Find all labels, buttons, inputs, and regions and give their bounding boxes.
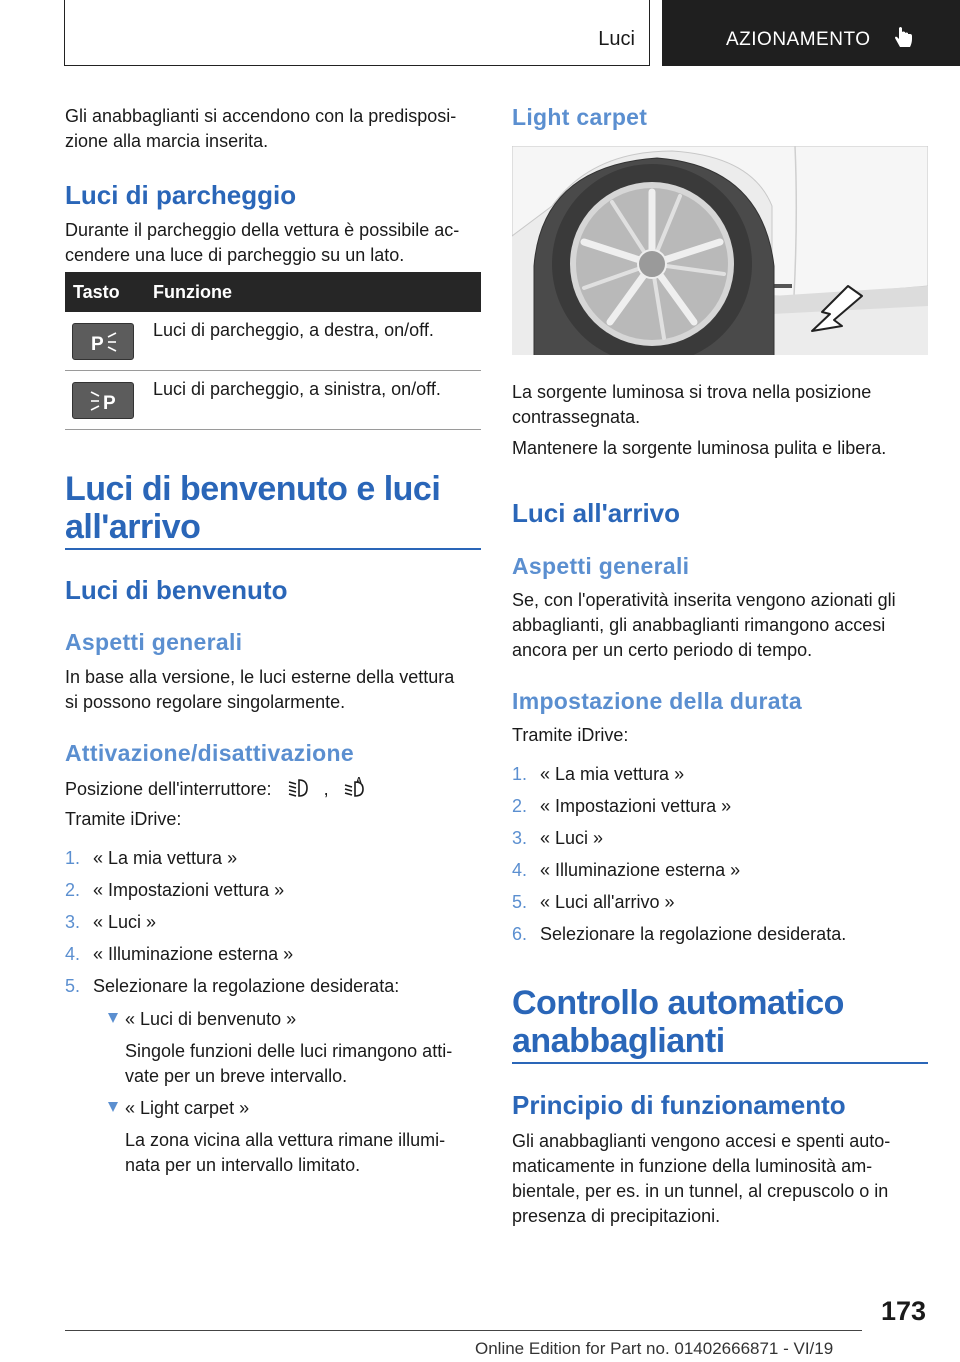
list-text: « Luci » bbox=[93, 912, 157, 932]
arrival-general-heading: Aspetti generali bbox=[512, 553, 690, 579]
via-idrive-label: Tramite iDrive: bbox=[65, 809, 182, 829]
via-idrive-label: Tramite iDrive: bbox=[512, 725, 629, 745]
svg-text:P: P bbox=[91, 334, 104, 355]
table-row bbox=[65, 312, 481, 371]
switch-position-label: Posizione dell'interruttore: bbox=[65, 779, 272, 799]
activation-heading: Attivazione/disattivazione bbox=[65, 740, 354, 766]
duration-heading: Impostazione della durata bbox=[512, 688, 802, 714]
list-text: Selezionare la regolazione desiderata. bbox=[540, 924, 847, 944]
separator-comma: , bbox=[323, 779, 329, 799]
list-number: 3. bbox=[512, 828, 528, 848]
general-aspects-heading: Aspetti generali bbox=[65, 629, 243, 655]
switch-position-line bbox=[65, 776, 368, 802]
list-number: 3. bbox=[65, 912, 81, 932]
light-carpet-text: La sorgente luminosa si trova nella posizione contrassegnata. bbox=[512, 382, 872, 427]
table-header bbox=[65, 272, 481, 312]
header-chapter-tab bbox=[662, 0, 960, 66]
table-cell-function: Luci di parcheggio, a destra, on/off. bbox=[153, 320, 434, 340]
list-text: « Impostazioni vettura » bbox=[540, 796, 732, 816]
page-number: 173 bbox=[880, 1296, 926, 1326]
table-cell-function: Luci di parcheggio, a sinistra, on/off. bbox=[153, 379, 441, 399]
svg-text:A: A bbox=[355, 776, 362, 785]
low-beam-icon bbox=[287, 776, 313, 800]
principle-text: Gli anabbaglianti vengono accesi e spenti auto- maticamente in funzione della luminosità am- bientale, per es. in un tunnel, al crepuscolo o in presenza di precipitazioni. bbox=[512, 1131, 891, 1226]
table-header-function: Funzione bbox=[153, 282, 232, 302]
bullet-description: Singole funzioni delle luci rimangono atti- vate per un breve intervallo. bbox=[125, 1041, 453, 1086]
list-number: 4. bbox=[65, 944, 81, 964]
section-divider bbox=[65, 548, 481, 550]
welcome-lights-heading: Luci di benvenuto bbox=[65, 575, 288, 605]
parking-lights-heading: Luci di parcheggio bbox=[65, 180, 297, 210]
auto-control-heading: Controllo automatico anabbaglianti bbox=[512, 984, 844, 1060]
light-carpet-maintenance-text: Mantenere la sorgente luminosa pulita e libera. bbox=[512, 438, 887, 458]
parking-light-left-button bbox=[72, 382, 134, 419]
bullet-label: « Luci di benvenuto » bbox=[125, 1009, 297, 1029]
bullet-label: « Light carpet » bbox=[125, 1098, 250, 1118]
parking-light-right-button bbox=[72, 323, 134, 360]
list-number: 1. bbox=[65, 848, 81, 868]
list-text: « Illuminazione esterna » bbox=[540, 860, 741, 880]
table-row bbox=[65, 371, 481, 430]
header-section-box bbox=[64, 0, 650, 66]
welcome-arrival-heading: Luci di benvenuto e luci all'arrivo bbox=[65, 470, 441, 546]
list-number: 5. bbox=[512, 892, 528, 912]
list-text: « Impostazioni vettura » bbox=[93, 880, 285, 900]
list-text: « La mia vettura » bbox=[540, 764, 685, 784]
parking-light-right-icon bbox=[73, 324, 135, 361]
parking-light-left-icon bbox=[73, 383, 135, 420]
bullet-description: La zona vicina alla vettura rimane illumi- nata per un intervallo limitato. bbox=[125, 1130, 446, 1175]
svg-text:P: P bbox=[103, 393, 116, 414]
intro-paragraph: Gli anabbaglianti si accendono con la predisposi- zione alla marcia inserita. bbox=[65, 106, 457, 151]
list-number: 6. bbox=[512, 924, 528, 944]
list-text: « Illuminazione esterna » bbox=[93, 944, 294, 964]
parking-lights-table bbox=[65, 272, 481, 430]
hand-pointer-icon bbox=[893, 26, 915, 50]
light-carpet-heading: Light carpet bbox=[512, 104, 648, 130]
car-wheel-light-carpet-illustration bbox=[512, 146, 928, 355]
arrival-general-text: Se, con l'operatività inserita vengono azionati gli abbaglianti, gli anabbaglianti rimangono accesi ancora per un certo periodo di tempo. bbox=[512, 590, 896, 660]
triangle-bullet-icon bbox=[108, 1013, 118, 1023]
triangle-bullet-icon bbox=[108, 1102, 118, 1112]
list-number: 5. bbox=[65, 976, 81, 996]
list-number: 2. bbox=[65, 880, 81, 900]
footer-divider bbox=[65, 1330, 862, 1331]
table-header-key: Tasto bbox=[73, 282, 120, 302]
auto-light-icon bbox=[342, 776, 368, 800]
list-number: 1. bbox=[512, 764, 528, 784]
general-aspects-text: In base alla versione, le luci esterne della vettura si possono regolare singolarmente. bbox=[65, 667, 455, 712]
list-text: « La mia vettura » bbox=[93, 848, 238, 868]
list-text: « Luci » bbox=[540, 828, 604, 848]
header-chapter-label: AZIONAMENTO bbox=[726, 29, 871, 50]
list-text: Selezionare la regolazione desiderata: bbox=[93, 976, 400, 996]
header-section-label: Luci bbox=[598, 28, 635, 50]
list-number: 2. bbox=[512, 796, 528, 816]
page-header bbox=[0, 0, 960, 66]
parking-lights-text: Durante il parcheggio della vettura è possibile ac- cendere una luce di parcheggio su un lato. bbox=[65, 220, 460, 265]
list-text: « Luci all'arrivo » bbox=[540, 892, 675, 912]
arrival-lights-heading: Luci all'arrivo bbox=[512, 498, 681, 528]
principle-heading: Principio di funzionamento bbox=[512, 1090, 846, 1120]
footer-edition: Online Edition for Part no. 01402666871 - VI/19 bbox=[475, 1339, 834, 1358]
section-divider bbox=[512, 1062, 928, 1064]
list-number: 4. bbox=[512, 860, 528, 880]
